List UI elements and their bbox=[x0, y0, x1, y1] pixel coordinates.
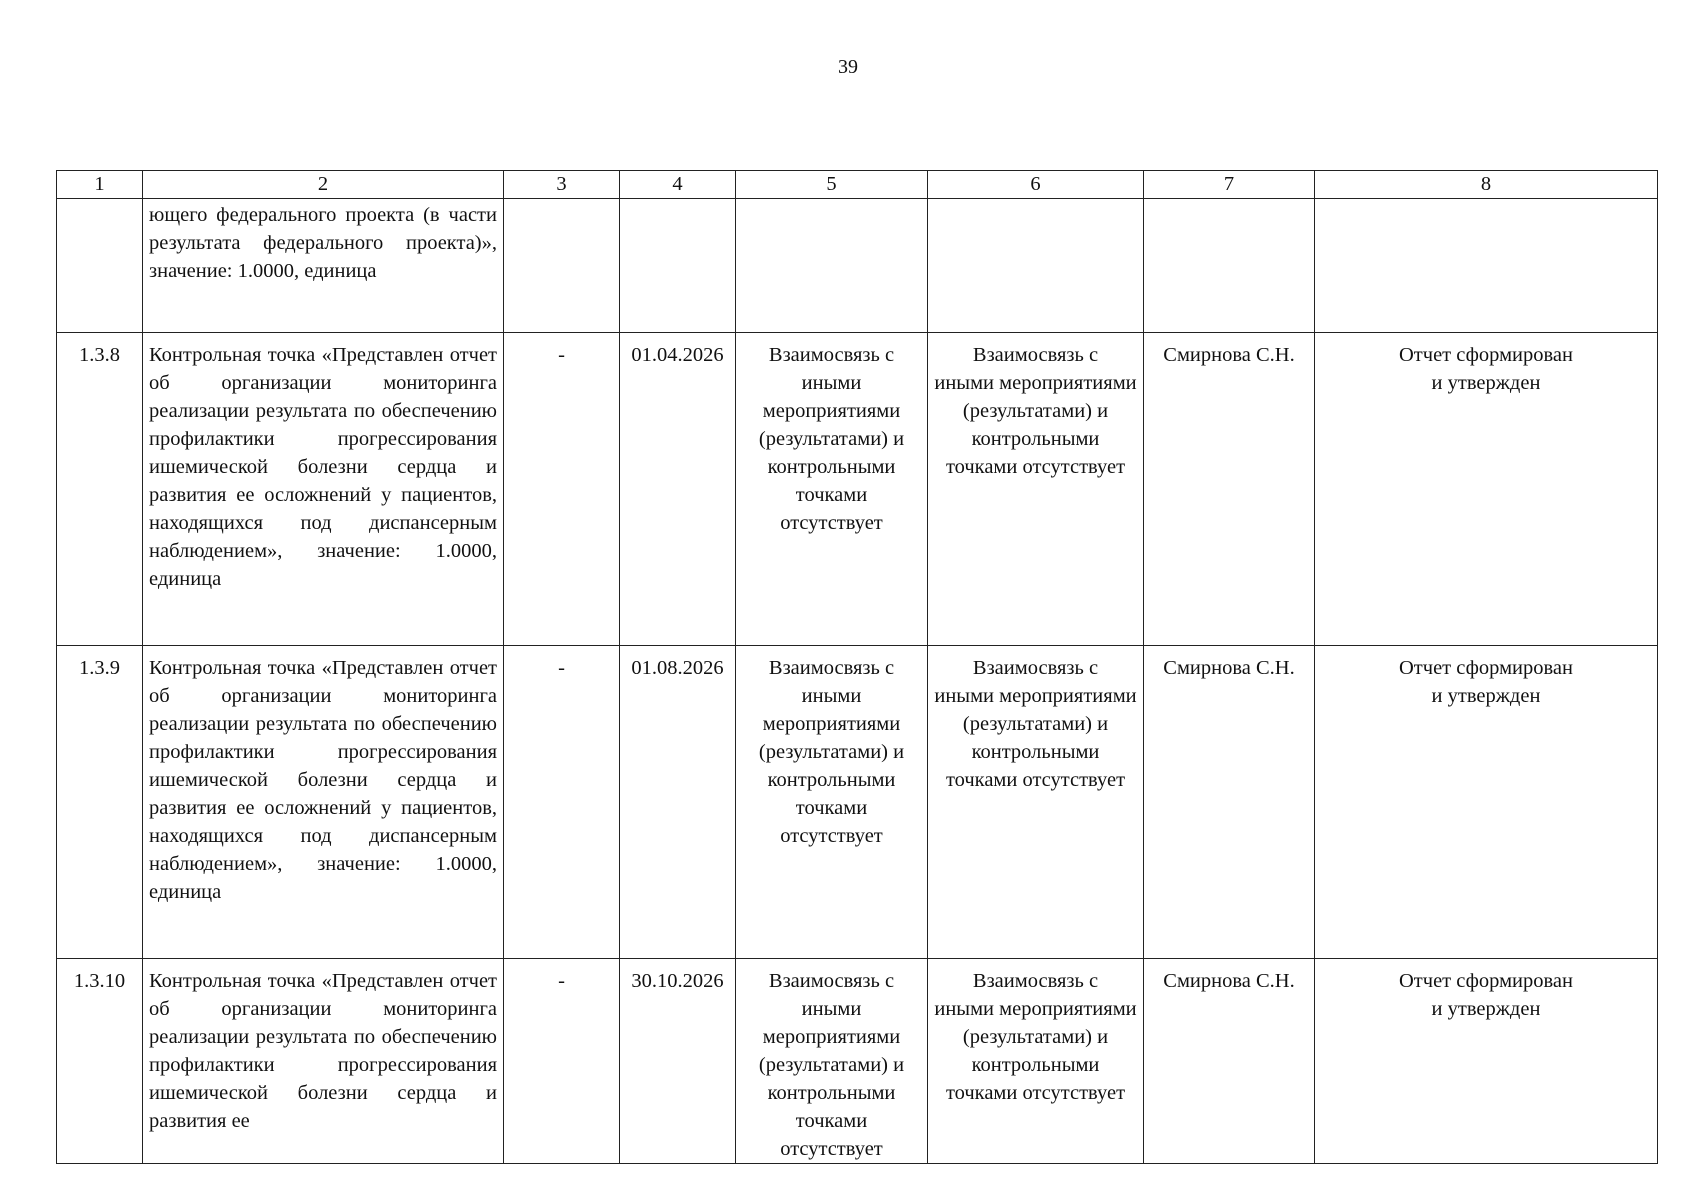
row-relation-prev: Взаимосвязь с иными мероприятиями (результатами) и контрольными точками отсутствует bbox=[736, 646, 928, 959]
row-responsible: Смирнова С.Н. bbox=[1144, 959, 1315, 1164]
row-description: Контрольная точка «Представлен отчет об организации мониторинга реализации результата по обеспечению профилактики прогрессирования ишемической болезни сердца и развития ее осложнений у пациентов, находящихся под диспансерным наблюдением», значение: 1.0000, единица bbox=[143, 646, 504, 959]
row-col3: - bbox=[504, 959, 620, 1164]
row-date: 01.04.2026 bbox=[620, 333, 736, 646]
row-relation-next: Взаимосвязь с иными мероприятиями (результатами) и контрольными точками отсутствует bbox=[928, 646, 1144, 959]
row-relation-prev: Взаимосвязь с иными мероприятиями (результатами) и контрольными точками отсутствует bbox=[736, 959, 928, 1164]
column-header: 6 bbox=[928, 171, 1144, 199]
row-relation-prev: Взаимосвязь с иными мероприятиями (результатами) и контрольными точками отсутствует bbox=[736, 333, 928, 646]
row-col3: - bbox=[504, 646, 620, 959]
table-row bbox=[57, 333, 1658, 646]
column-header: 5 bbox=[736, 171, 928, 199]
row-relation-prev bbox=[736, 199, 928, 333]
table-row bbox=[57, 959, 1658, 1164]
row-description: Контрольная точка «Представлен отчет об организации мониторинга реализации результата по обеспечению профилактики прогрессирования ишемической болезни сердца и развития ее осложнений у пациентов, находящихся под диспансерным наблюдением», значение: 1.0000, единица bbox=[143, 333, 504, 646]
row-col3: - bbox=[504, 333, 620, 646]
row-number: 1.3.9 bbox=[57, 646, 143, 959]
column-header: 3 bbox=[504, 171, 620, 199]
row-date: 30.10.2026 bbox=[620, 959, 736, 1164]
row-relation-next bbox=[928, 199, 1144, 333]
column-header: 8 bbox=[1315, 171, 1658, 199]
table-header-row bbox=[57, 171, 1658, 199]
column-header: 2 bbox=[143, 171, 504, 199]
row-number: 1.3.8 bbox=[57, 333, 143, 646]
row-number bbox=[57, 199, 143, 333]
column-header: 1 bbox=[57, 171, 143, 199]
row-description: ющего федерального проекта (в части результата федерального проекта)», значение: 1.0000, единица bbox=[143, 199, 504, 333]
table-row bbox=[57, 646, 1658, 959]
row-responsible: Смирнова С.Н. bbox=[1144, 646, 1315, 959]
row-result-type: Отчет сформирован и утвержден bbox=[1315, 959, 1658, 1164]
row-number: 1.3.10 bbox=[57, 959, 143, 1164]
row-relation-next: Взаимосвязь с иными мероприятиями (результатами) и контрольными точками отсутствует bbox=[928, 333, 1144, 646]
row-responsible bbox=[1144, 199, 1315, 333]
table-row bbox=[57, 199, 1658, 333]
row-relation-next: Взаимосвязь с иными мероприятиями (результатами) и контрольными точками отсутствует bbox=[928, 959, 1144, 1164]
column-header: 4 bbox=[620, 171, 736, 199]
row-col3 bbox=[504, 199, 620, 333]
row-responsible: Смирнова С.Н. bbox=[1144, 333, 1315, 646]
column-header: 7 bbox=[1144, 171, 1315, 199]
page-number: 39 bbox=[838, 56, 858, 78]
control-points-table bbox=[56, 170, 1658, 1164]
row-description: Контрольная точка «Представлен отчет об организации мониторинга реализации результата по обеспечению профилактики прогрессирования ишемической болезни сердца и развития ее bbox=[143, 959, 504, 1164]
row-result-type bbox=[1315, 199, 1658, 333]
row-result-type: Отчет сформирован и утвержден bbox=[1315, 333, 1658, 646]
row-date bbox=[620, 199, 736, 333]
row-result-type: Отчет сформирован и утвержден bbox=[1315, 646, 1658, 959]
row-date: 01.08.2026 bbox=[620, 646, 736, 959]
